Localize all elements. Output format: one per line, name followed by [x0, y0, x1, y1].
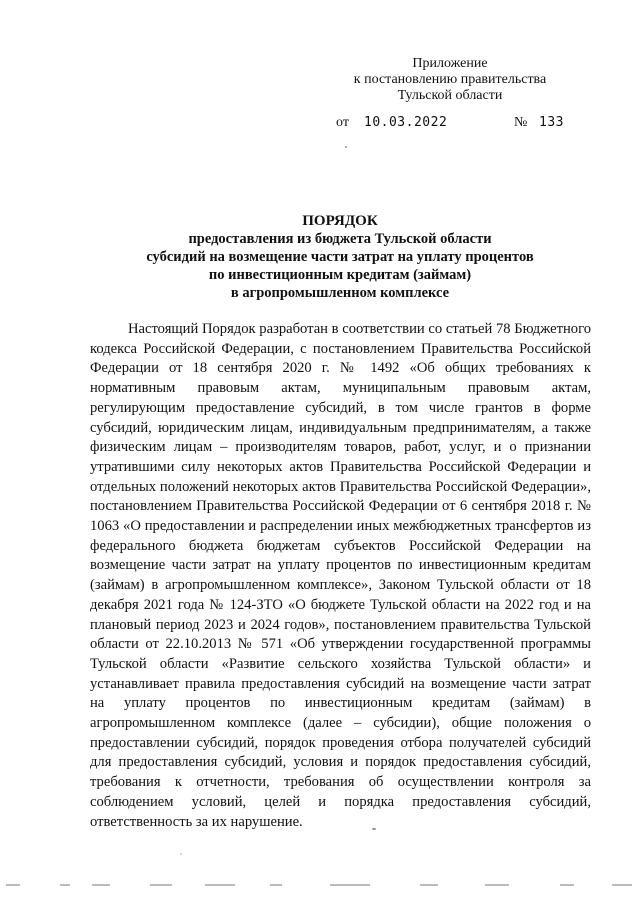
document-number: 133 — [539, 115, 564, 130]
number-label: № — [514, 115, 528, 130]
appendix-line-3: Тульской области — [397, 88, 503, 103]
title-line-2: субсидий на возмещение части затрат на уплату процентов — [146, 249, 534, 265]
scan-speck — [180, 853, 182, 855]
appendix-line-1: Приложение — [412, 56, 488, 71]
scan-speck — [372, 828, 376, 830]
title-line-1: предоставления из бюджета Тульской области — [188, 231, 492, 247]
title-heading: ПОРЯДОК — [302, 213, 378, 229]
date-from-label: от — [336, 115, 349, 130]
title-line-3: по инвестиционным кредитам (займам) — [208, 267, 472, 283]
scan-speck — [345, 146, 347, 148]
document-title — [90, 212, 590, 302]
appendix-line-2: к постановлению правительства — [353, 72, 547, 87]
title-line-4: в агропромышленном комплексе — [230, 285, 450, 301]
appendix-header — [330, 56, 570, 104]
body-paragraph: Настоящий Порядок разработан в соответствии со статьей 78 Бюджетного кодекса Российской Федерации, с постановлением Правительства Российской Федерации от 18 сентября 2020 г. № 1492 «Об общих требованиях к нормативным правовым актам, муниципальным правовым актам, регулирующим предоставление субсидий, в том числе грантов в форме субсидий, юридическим лицам, индивидуальным предпринимателям, а также физическим лицам – производителям товаров, работ, услуг, и о признании утратившими силу некоторых актов Правительства Российской Федерации и отдельных положений некоторых актов Правительства Российской Федерации», постановлением Правительства Российской Федерации от 6 сентября 2018 г. № 1063 «О предоставлении и распределении иных межбюджетных трансфертов из федерального бюджета бюджетам субъектов Российской Федерации на возмещение части затрат на уплату процентов по инвестиционным кредитам (займам) в агропромышленном комплексе», Законом Тульской области от 18 декабря 2021 года № 124-ЗТО «О бюджете Тульской области на 2022 год и на плановый период 2023 и 2024 годов», постановлением правительства Тульской области от 22.10.2013 № 571 «Об утверждении государственной программы Тульской области «Развитие сельского хозяйства Тульской области» и устанавливает правила предоставления субсидий на возмещение части затрат на уплату процентов по инвестиционным кредитам (займам) в агропромышленном комплексе (далее – субсидии), общие положения о предоставлении субсидий, порядок проведения отбора получателей субсидий для предоставления субсидий, условия и порядок предоставления субсидий, требования к отчетности, требования об осуществлении контроля за соблюдением условий, целей и порядка предоставления субсидий, ответственность за их нарушение. — [90, 321, 591, 830]
document-date: 10.03.2022 — [364, 115, 448, 130]
scan-edge-noise — [0, 884, 640, 888]
